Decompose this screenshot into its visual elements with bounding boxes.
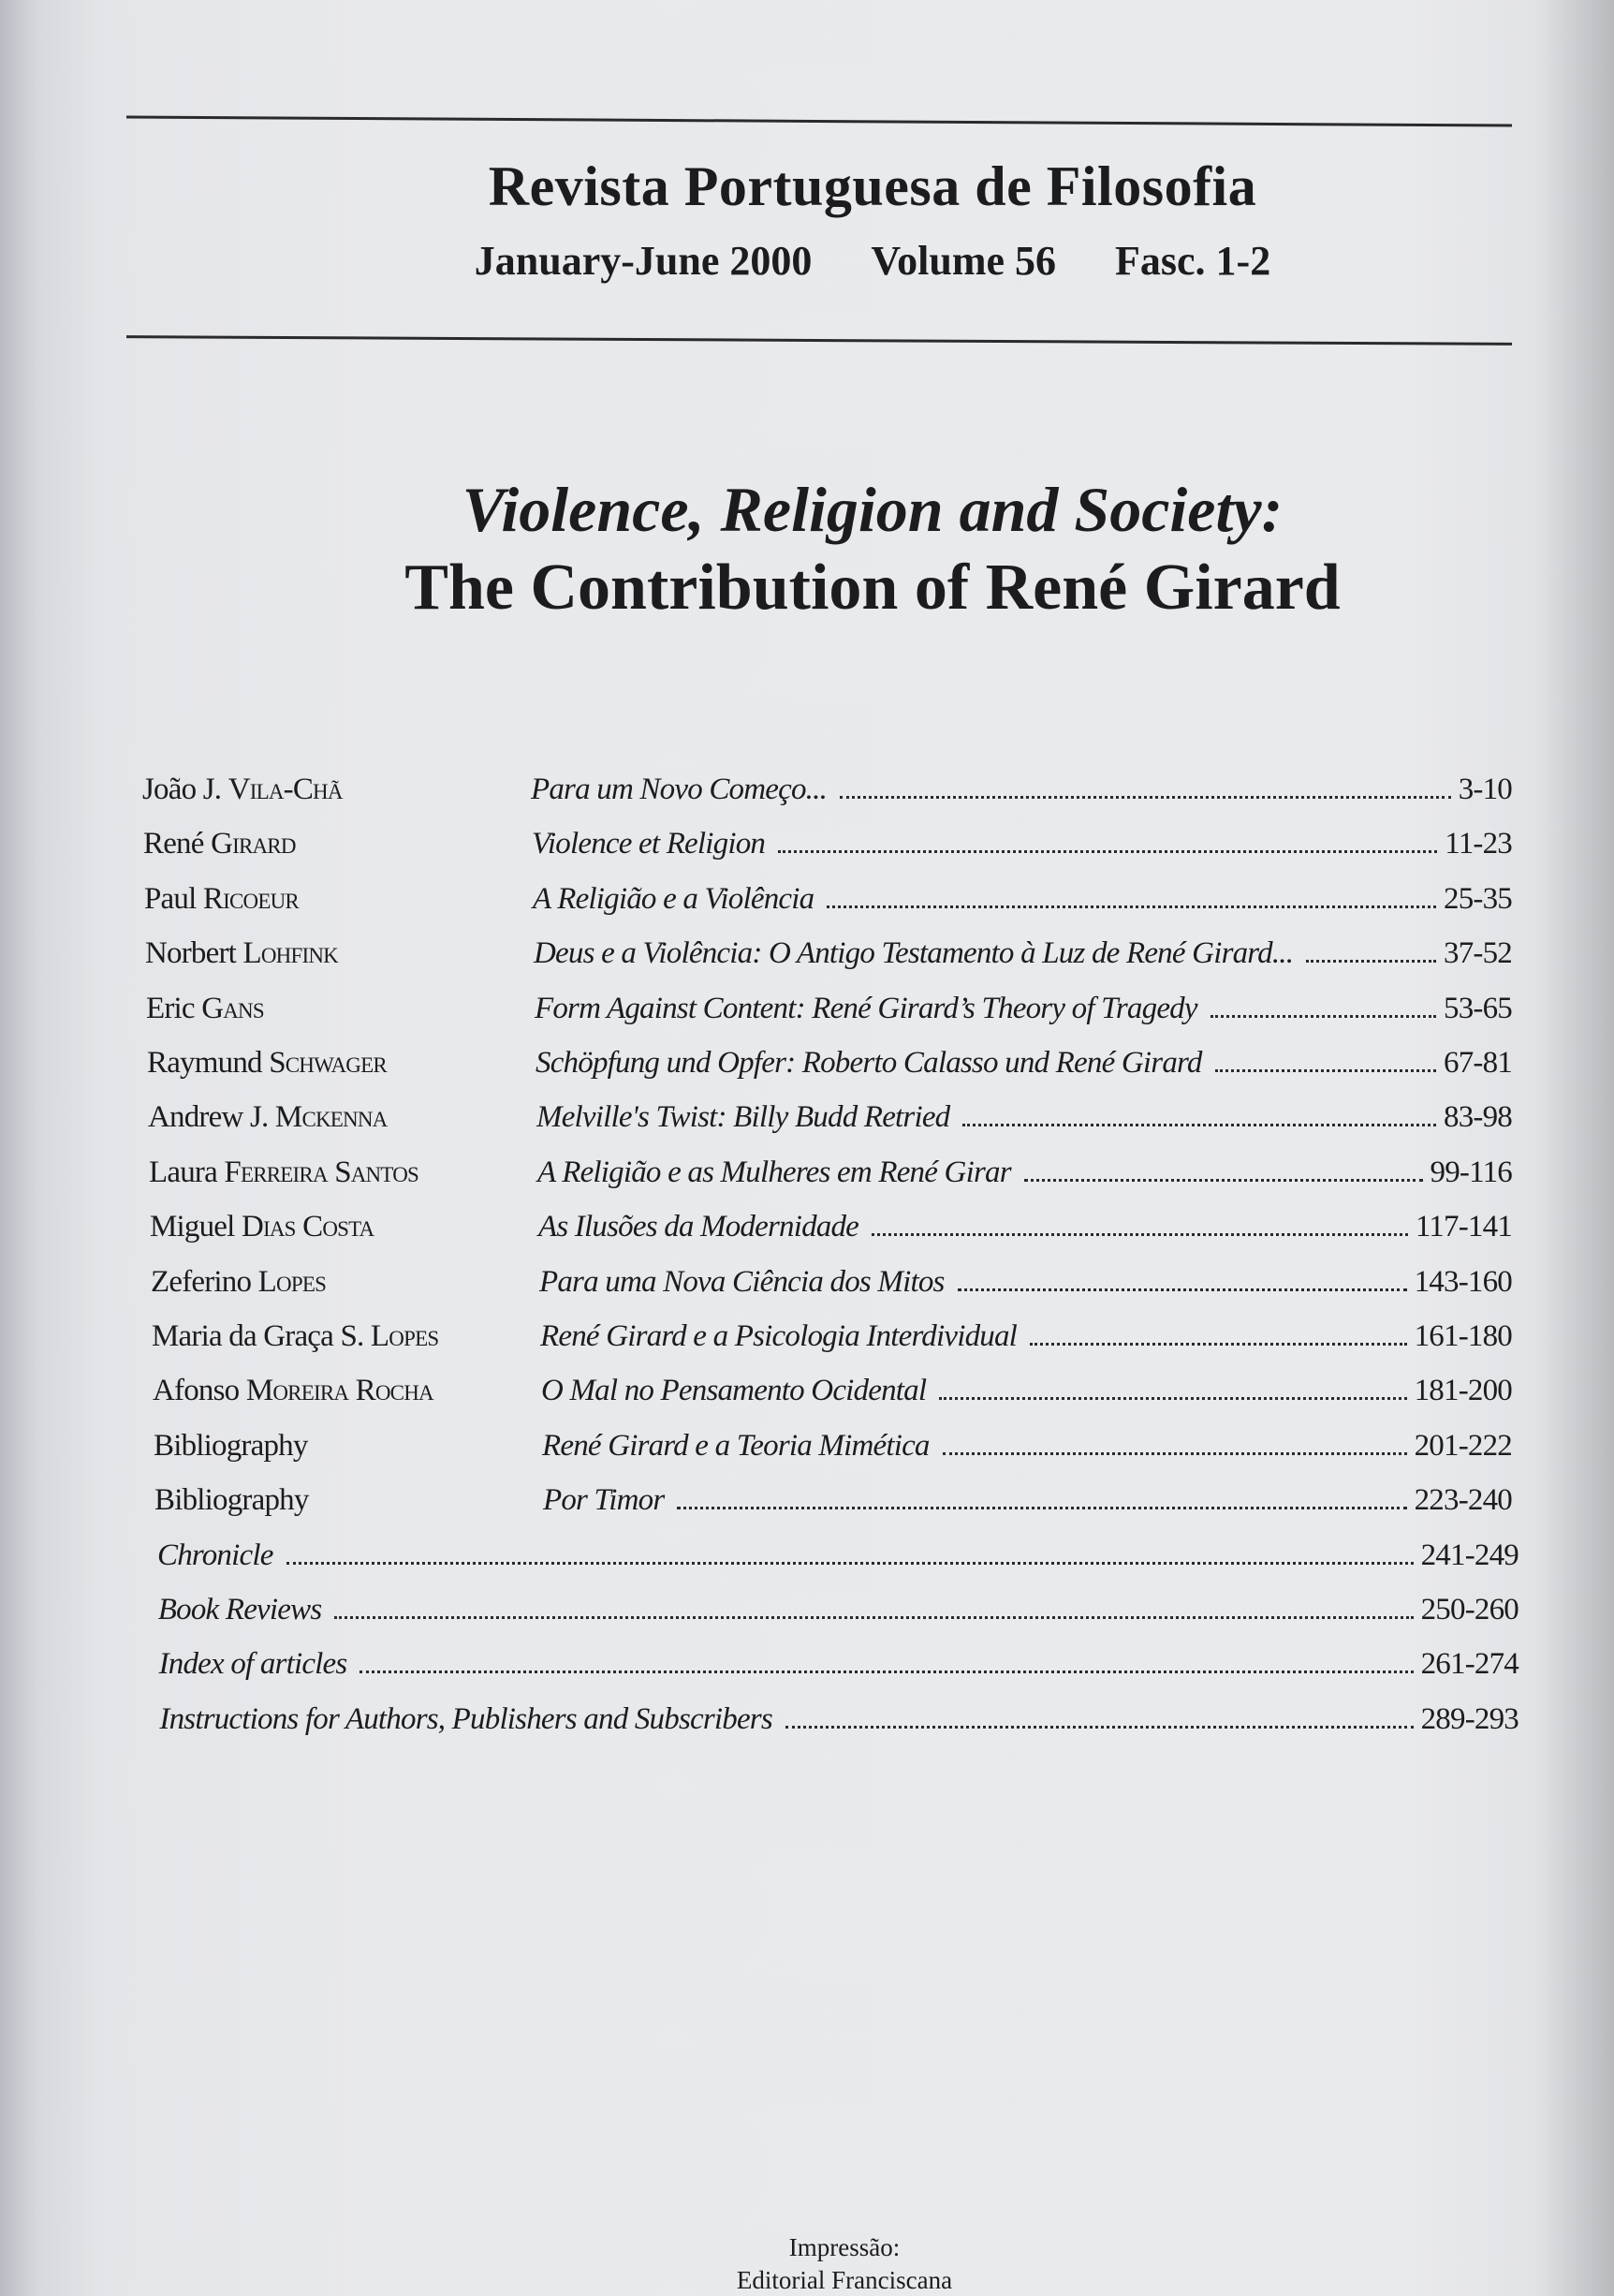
toc-entry bbox=[154, 1471, 1512, 1518]
entry-pages: 181-200 bbox=[1414, 1374, 1512, 1408]
dot-leader bbox=[840, 796, 1451, 799]
section-title: Index of articles bbox=[158, 1647, 347, 1682]
toc-entry bbox=[142, 760, 1512, 807]
entry-author bbox=[150, 1210, 538, 1244]
author-surname: Lohfink bbox=[242, 936, 338, 971]
entry-author bbox=[148, 1100, 536, 1135]
toc-entry bbox=[154, 1417, 1512, 1464]
toc-entry bbox=[143, 815, 1512, 861]
author-surname: Schwager bbox=[269, 1046, 387, 1080]
toc-entry bbox=[145, 924, 1512, 971]
author-first-name: Raymund bbox=[147, 1046, 262, 1080]
entry-pages: 67-81 bbox=[1444, 1046, 1512, 1080]
dot-leader bbox=[286, 1562, 1414, 1565]
entry-pages: 11-23 bbox=[1445, 827, 1512, 861]
issue-date: January-June 2000 bbox=[474, 238, 813, 284]
entry-title: Schöpfung und Opfer: Roberto Calasso und René Girard bbox=[536, 1046, 1202, 1080]
printer-name: Editorial Franciscana bbox=[736, 2266, 953, 2294]
entry-title: Para uma Nova Ciência dos Mitos bbox=[539, 1264, 945, 1299]
issue-theme-title: Violence, Religion and Society: bbox=[462, 474, 1284, 545]
author-first-name: René bbox=[143, 827, 204, 861]
entry-author bbox=[143, 827, 532, 861]
toc-entry bbox=[152, 1307, 1512, 1354]
issue-theme-subtitle: The Contribution of René Girard bbox=[404, 552, 1341, 624]
entry-title: O Mal no Pensamento Ocidental bbox=[541, 1374, 927, 1408]
section-pages: 241-249 bbox=[1420, 1538, 1519, 1572]
section-pages: 289-293 bbox=[1420, 1701, 1519, 1736]
author-first-name: Bibliography bbox=[154, 1483, 309, 1518]
entry-title: A Religião e a Violência bbox=[533, 881, 814, 916]
author-surname: Lopes bbox=[257, 1264, 327, 1299]
section-title: Instructions for Authors, Publishers and Subscribers bbox=[159, 1701, 772, 1736]
dot-leader bbox=[677, 1507, 1406, 1509]
toc-entry bbox=[147, 1034, 1512, 1081]
entry-pages: 143-160 bbox=[1414, 1264, 1512, 1299]
dot-leader bbox=[1210, 1015, 1436, 1018]
toc-section bbox=[159, 1690, 1519, 1737]
author-surname: Ricoeur bbox=[202, 881, 299, 916]
entry-author bbox=[154, 1429, 542, 1464]
author-surname: Mckenna bbox=[274, 1100, 388, 1135]
entry-author bbox=[144, 882, 533, 917]
toc-entry bbox=[148, 1088, 1512, 1135]
printer-label: Impressão: bbox=[788, 2233, 901, 2261]
toc-section bbox=[158, 1581, 1519, 1627]
entry-title: René Girard e a Psicologia Interdividual bbox=[540, 1319, 1018, 1353]
dot-leader bbox=[1215, 1069, 1436, 1072]
author-first-name: Maria da Graça S. bbox=[152, 1319, 364, 1353]
entry-pages: 201-222 bbox=[1414, 1428, 1512, 1463]
entry-title: René Girard e a Teoria Mimética bbox=[542, 1428, 930, 1463]
entry-author bbox=[145, 936, 534, 971]
author-first-name: Paul bbox=[144, 881, 197, 916]
bottom-rule bbox=[126, 335, 1512, 346]
dot-leader bbox=[827, 905, 1436, 908]
top-rule bbox=[126, 115, 1512, 126]
entry-title: Violence et Religion bbox=[532, 827, 766, 861]
author-first-name: Laura bbox=[149, 1155, 217, 1189]
author-first-name: Eric bbox=[146, 991, 195, 1025]
author-surname: Ferreira Santos bbox=[224, 1155, 419, 1189]
dot-leader bbox=[939, 1397, 1406, 1400]
dot-leader bbox=[1306, 960, 1436, 963]
author-first-name: Norbert bbox=[145, 936, 237, 971]
author-surname: Gans bbox=[201, 991, 264, 1025]
entry-author bbox=[154, 1483, 543, 1518]
entry-pages: 117-141 bbox=[1415, 1210, 1512, 1244]
entry-title: Deus e a Violência: O Antigo Testamento à Luz de René Girard... bbox=[534, 936, 1294, 971]
toc-entry bbox=[151, 1253, 1512, 1300]
entry-pages: 161-180 bbox=[1414, 1319, 1512, 1353]
author-first-name: João J. bbox=[142, 773, 222, 806]
dot-leader bbox=[1030, 1343, 1407, 1346]
dot-leader bbox=[958, 1288, 1407, 1291]
entry-title: A Religião e as Mulheres em René Girar bbox=[537, 1155, 1011, 1189]
dot-leader bbox=[778, 850, 1437, 853]
section-pages: 261-274 bbox=[1420, 1647, 1519, 1682]
dot-leader bbox=[334, 1616, 1413, 1619]
author-first-name: Miguel bbox=[150, 1210, 235, 1244]
entry-author bbox=[152, 1319, 540, 1354]
entry-title: Para um Novo Começo... bbox=[531, 773, 828, 806]
author-first-name: Zeferino bbox=[151, 1264, 252, 1299]
issue-line bbox=[66, 237, 1614, 285]
entry-author bbox=[151, 1265, 539, 1300]
entry-title: Form Against Content: René Girard’s Theory of Tragedy bbox=[535, 991, 1197, 1025]
entry-pages: 3-10 bbox=[1458, 773, 1512, 806]
dot-leader bbox=[785, 1726, 1414, 1729]
issue-volume: Volume 56 bbox=[871, 238, 1057, 284]
entry-title: Por Timor bbox=[543, 1483, 665, 1518]
dot-leader bbox=[943, 1452, 1407, 1455]
toc-section bbox=[159, 1635, 1519, 1682]
author-first-name: Afonso bbox=[153, 1374, 240, 1408]
section-title: Chronicle bbox=[157, 1538, 273, 1572]
toc-entry bbox=[146, 979, 1512, 1026]
dot-leader bbox=[962, 1124, 1436, 1126]
author-surname: Vila-Chã bbox=[227, 773, 343, 806]
toc-section bbox=[157, 1526, 1519, 1573]
author-surname: Lopes bbox=[370, 1319, 439, 1353]
journal-title: Revista Portuguesa de Filosofia bbox=[488, 155, 1257, 217]
entry-pages: 53-65 bbox=[1444, 991, 1512, 1025]
author-surname: Dias Costa bbox=[241, 1210, 374, 1244]
author-first-name: Bibliography bbox=[154, 1428, 308, 1463]
dot-leader bbox=[359, 1670, 1413, 1673]
author-surname: Girard bbox=[211, 827, 296, 861]
issue-fascicle: Fasc. 1-2 bbox=[1115, 238, 1271, 284]
entry-pages: 37-52 bbox=[1444, 936, 1512, 971]
entry-author bbox=[142, 773, 531, 807]
entry-author bbox=[146, 992, 535, 1026]
entry-pages: 83-98 bbox=[1444, 1100, 1512, 1135]
entry-author bbox=[149, 1155, 537, 1190]
entry-title: As Ilusões da Modernidade bbox=[538, 1210, 859, 1244]
entry-author bbox=[147, 1046, 536, 1081]
entry-pages: 223-240 bbox=[1414, 1483, 1512, 1518]
dot-leader bbox=[1024, 1179, 1423, 1182]
toc-entry bbox=[144, 870, 1512, 917]
toc-entry bbox=[150, 1198, 1512, 1244]
entry-pages: 99-116 bbox=[1430, 1155, 1512, 1189]
toc-entry bbox=[149, 1143, 1512, 1190]
toc-entry bbox=[153, 1361, 1512, 1408]
author-first-name: Andrew J. bbox=[148, 1100, 269, 1135]
dot-leader bbox=[872, 1233, 1408, 1236]
entry-title: Melville's Twist: Billy Budd Retried bbox=[536, 1100, 950, 1135]
section-pages: 250-260 bbox=[1420, 1593, 1519, 1626]
author-surname: Moreira Rocha bbox=[245, 1374, 433, 1408]
section-title: Book Reviews bbox=[157, 1593, 322, 1626]
entry-pages: 25-35 bbox=[1444, 881, 1512, 916]
entry-author bbox=[153, 1374, 541, 1408]
